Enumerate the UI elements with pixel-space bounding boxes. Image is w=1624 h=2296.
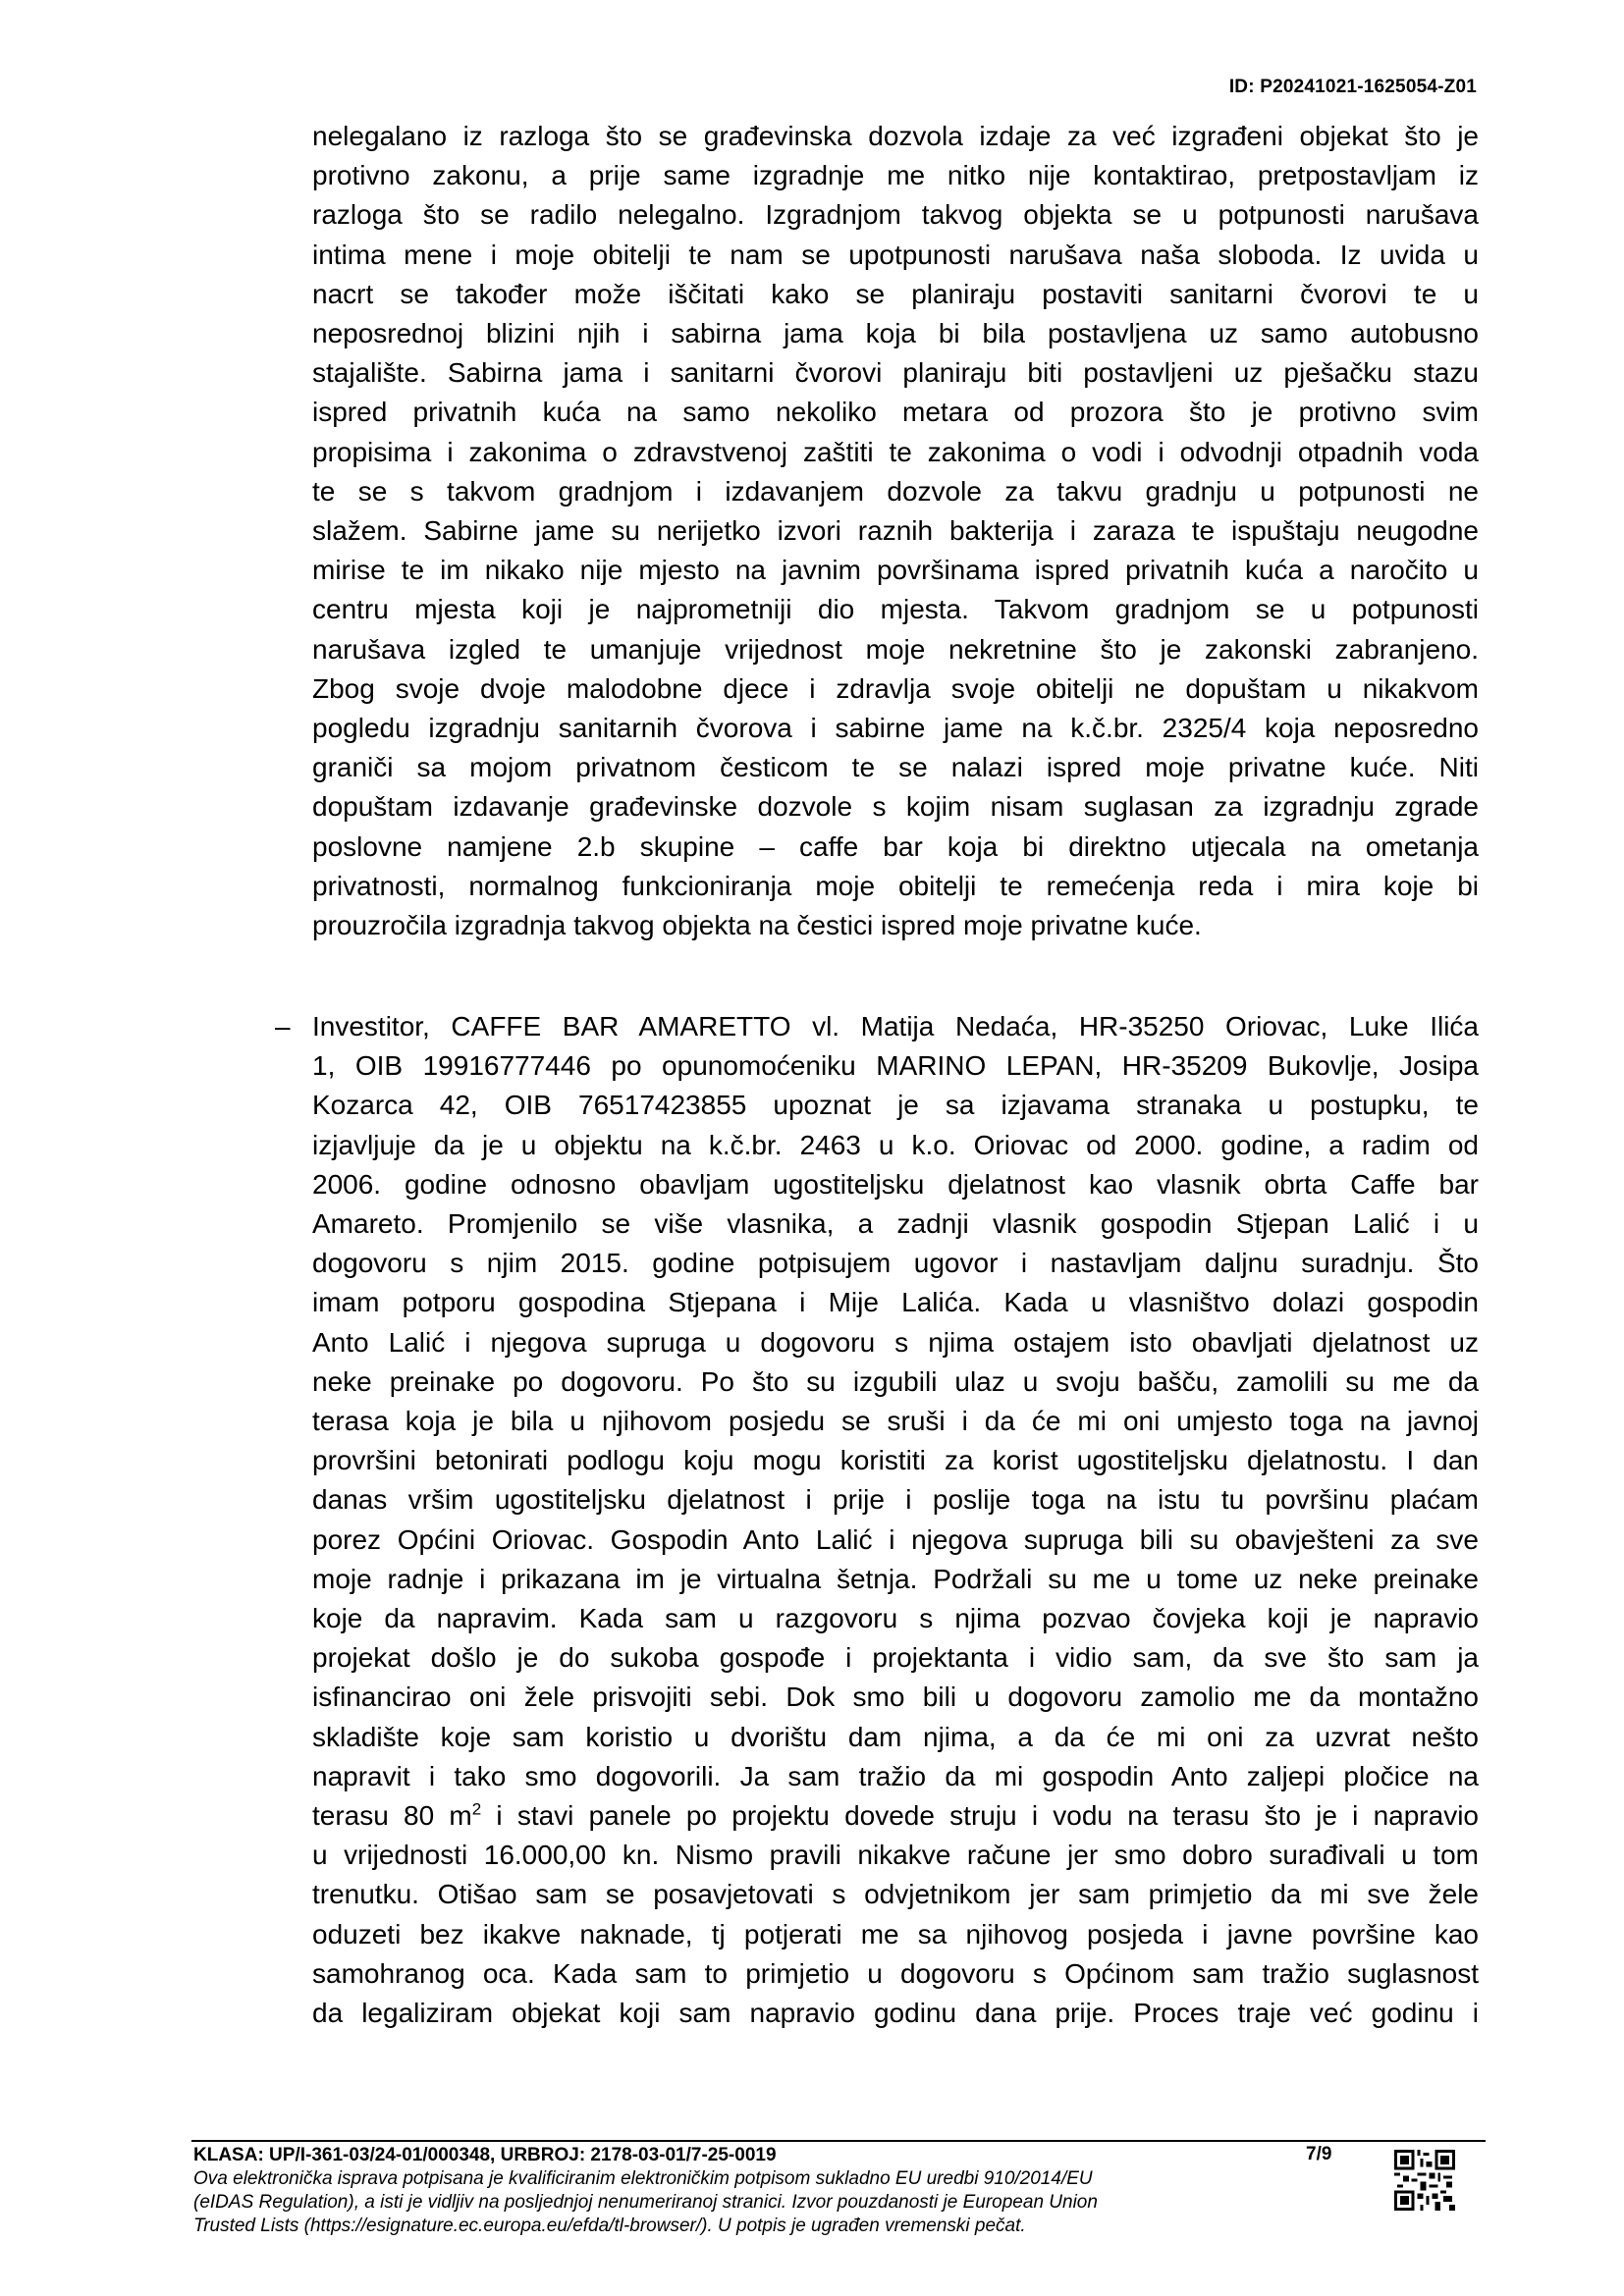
text-line: 1, OIB 19916777446 po opunomoćeniku MARINO LEPAN, HR-35209 Bukovlje, Josipa bbox=[312, 1050, 1479, 1082]
text-line: intima mene i moje obitelji te nam se upotpunosti narušava naša sloboda. Iz uvida u bbox=[312, 239, 1479, 270]
text-line: Zbog svoje dvoje malodobne djece i zdravlja svoje obitelji ne dopuštam u nikakvom bbox=[312, 672, 1479, 704]
signature-note bbox=[193, 2167, 1332, 2238]
text-line: moje radnje i prikazana im je virtualna šetnja. Podržali su me u tome uz neke preinake bbox=[312, 1563, 1479, 1594]
qr-code-icon bbox=[1394, 2150, 1455, 2211]
text-line: graniči sa mojom privatnom česticom te se nalazi ispred moje privatne kuće. Niti bbox=[312, 752, 1479, 783]
text-line: centru mjesta koji je najprometniji dio mjesta. Takvom gradnjom se u potpunosti bbox=[312, 594, 1479, 625]
text-line: terasu 80 $m^2$ i stavi panele po projektu dovede struju i vodu na terasu što je i napravio bbox=[312, 1799, 1479, 1832]
paragraph-investor-statement bbox=[312, 1007, 1479, 2033]
text-line: porez Općini Oriovac. Gospodin Anto Lalić i njegova supruga bili su obavješteni za sve bbox=[312, 1523, 1479, 1555]
text-line: neposrednoj blizini njih i sabirna jama koja bi bila postavljena uz samo autobusno bbox=[312, 318, 1479, 349]
text-line: napravit i tako smo dogovorili. Ja sam tražio da mi gospodin Anto zaljepi pločice na bbox=[312, 1760, 1479, 1791]
text-line: narušava izgled te umanjuje vrijednost moje nekretnine što je zakonski zabranjeno. bbox=[312, 633, 1479, 665]
text-line: ispred privatnih kuća na samo nekoliko metara od prozora što je protivno svim bbox=[312, 397, 1479, 428]
text-line: stajalište. Sabirna jama i sanitarni čvorovi planiraju biti postavljeni uz pješačku stazu bbox=[312, 357, 1479, 389]
paragraph-objection bbox=[312, 117, 1479, 945]
text-line: razloga što se radilo nelegalno. Izgradnjom takvog objekta se u potpunosti narušava bbox=[312, 199, 1479, 231]
text-line: te se s takvom gradnjom i izdavanjem dozvole za takvu gradnju u potpunosti ne bbox=[312, 475, 1479, 507]
text-line: prouzročila izgradnja takvog objekta na čestici ispred moje privatne kuće. bbox=[312, 910, 1202, 941]
text-line: samohranog oca. Kada sam to primjetio u dogovoru s Općinom sam tražio suglasnost bbox=[312, 1957, 1479, 1989]
signature-note-line: Ova elektronička isprava potpisana je kvalificiranim elektroničkim potpisom sukladno EU uredbi 910/2014/EU bbox=[193, 2168, 1093, 2189]
text-line: provršini betonirati podlogu koju mogu koristiti za korist ugostiteljsku djelatnostu. I dan bbox=[312, 1445, 1479, 1476]
text-line: dopuštam izdavanje građevinske dozvole s kojim nisam suglasan za izgradnju zgrade bbox=[312, 791, 1479, 823]
text-line: u vrijednosti 16.000,00 kn. Nismo pravili nikakve račune jer smo dobro surađivali u tom bbox=[312, 1840, 1479, 1871]
text-line: isfinancirao oni žele prisvojiti sebi. Dok smo bili u dogovoru zamolio me da montažno bbox=[312, 1682, 1479, 1713]
text-line: dogovoru s njim 2015. godine potpisujem ugovor i nastavljam daljnu suradnju. Što bbox=[312, 1248, 1479, 1279]
text-line: Investitor, CAFFE BAR AMARETTO vl. Matija Nedaća, HR-35250 Oriovac, Luke Ilića bbox=[312, 1011, 1479, 1041]
signature-note-line: (eIDAS Regulation), a isti je vidljiv na posljednjoj nenumeriranoj stranici. Izvor pouzdanosti je European Union bbox=[193, 2192, 1098, 2213]
page-number: 7/9 bbox=[1306, 2144, 1332, 2164]
text-line: mirise te im nikako nije mjesto na javnim površinama ispred privatnih kuća a naročito u bbox=[312, 555, 1479, 586]
text-line: imam potporu gospodina Stjepana i Mije Lalića. Kada u vlasništvo dolazi gospodin bbox=[312, 1287, 1479, 1318]
text-line: neke preinake po dogovoru. Po što su izgubili ulaz u svoju bašču, zamolili su me da bbox=[312, 1365, 1479, 1397]
document-id: ID: P20241021-1625054-Z01 bbox=[1228, 77, 1477, 97]
text-line: oduzeti bez ikakve naknade, tj potjerati me sa njihovog posjeda i javne površine kao bbox=[312, 1918, 1479, 1949]
text-line: trenutku. Otišao sam se posavjetovati s odvjetnikom jer sam primjetio da mi sve žele bbox=[312, 1879, 1479, 1910]
text-line: da legaliziram objekat koji sam napravio godinu dana prije. Proces traje već godinu i bbox=[312, 1998, 1479, 2029]
text-line: poslovne namjene 2.b skupine – caffe bar koja bi direktno utjecala na ometanja bbox=[312, 830, 1479, 862]
text-line: Kozarca 42, OIB 76517423855 upoznat je sa izjavama stranaka u postupku, te bbox=[312, 1090, 1479, 1121]
footer-klasa: KLASA: UP/I-361-03/24-01/000348, URBROJ: 2178-03-01/7-25-0019 bbox=[193, 2145, 777, 2165]
text-line: danas vršim ugostiteljsku djelatnost i prije i poslije toga na istu tu površinu plaćam bbox=[312, 1484, 1479, 1516]
text-line: Anto Lalić i njegova supruga u dogovoru s njima ostajem isto obavljati djelatnost uz bbox=[312, 1326, 1479, 1358]
text-line: propisima i zakonima o zdravstvenoj zaštiti te zakonima o vodi i odvodnji otpadnih voda bbox=[312, 436, 1479, 467]
text-line: slažem. Sabirne jame su nerijetko izvori raznih bakterija i zaraza te ispuštaju neugodne bbox=[312, 515, 1479, 547]
text-line: nacrt se također može iščitati kako se planiraju postaviti sanitarni čvorovi te u bbox=[312, 278, 1479, 309]
list-bullet: – bbox=[275, 1011, 291, 1041]
text-line: privatnosti, normalnog funkcioniranja moje obitelji te remećenja reda i mira koje bi bbox=[312, 870, 1479, 901]
text-line: nelegalano iz razloga što se građevinska dozvola izdaje za već izgrađeni objekat što je bbox=[312, 121, 1479, 151]
text-line: koje da napravim. Kada sam u razgovoru s njima pozvao čovjeka koji je napravio bbox=[312, 1603, 1479, 1634]
text-line: pogledu izgradnju sanitarnih čvorova i sabirne jame na k.č.br. 2325/4 koja neposredno bbox=[312, 713, 1479, 744]
footer-divider bbox=[191, 2140, 1486, 2142]
text-line: 2006. godine odnosno obavljam ugostiteljsku djelatnost kao vlasnik obrta Caffe bar bbox=[312, 1168, 1479, 1200]
text-line: Amareto. Promjenilo se više vlasnika, a zadnji vlasnik gospodin Stjepan Lalić i u bbox=[312, 1208, 1479, 1240]
footer bbox=[193, 2144, 1332, 2238]
text-line: izjavljuje da je u objektu na k.č.br. 2463 u k.o. Oriovac od 2000. godine, a radim od bbox=[312, 1129, 1479, 1160]
signature-note-line: Trusted Lists (https://esignature.ec.europa.eu/efda/tl-browser/). U potpis je ugrađen vremenski pečat. bbox=[193, 2216, 1026, 2236]
text-line: skladište koje sam koristio u dvorištu dam njima, a da će mi oni za uzvrat nešto bbox=[312, 1721, 1479, 1752]
text-line: terasa koja je bila u njihovom posjedu se sruši i da će mi oni umjesto toga na javnoj bbox=[312, 1406, 1479, 1437]
text-line: projekat došlo je do sukoba gospođe i projektanta i vidio sam, da sve što sam ja bbox=[312, 1642, 1479, 1674]
text-line: protivno zakonu, a prije same izgradnje me nitko nije kontaktirao, pretpostavljam iz bbox=[312, 160, 1479, 191]
